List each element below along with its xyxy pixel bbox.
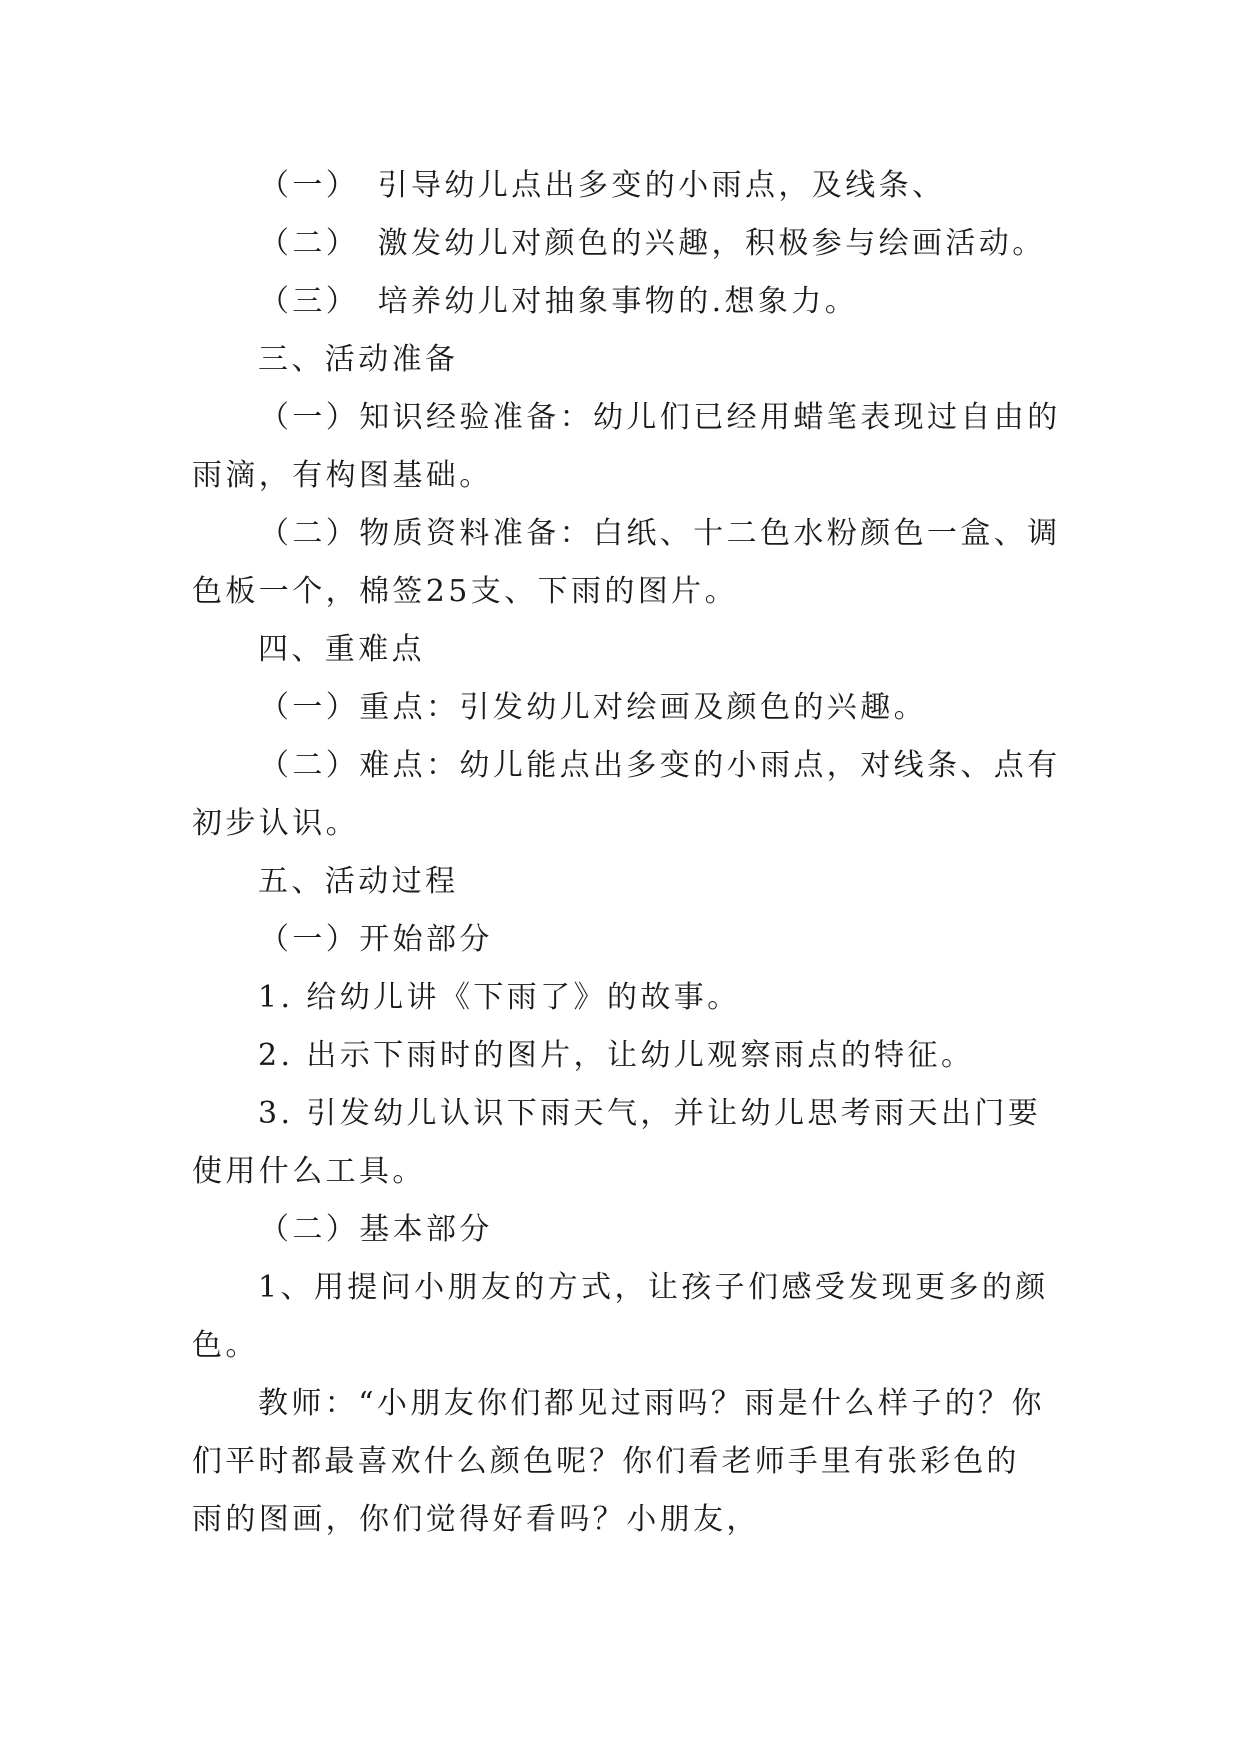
objective-line-3: （三） 培养幼儿对抽象事物的.想象力。 [259, 284, 859, 319]
list-item: 2. 出示下雨时的图片，让幼儿观察雨点的特征。 [258, 1038, 975, 1073]
paragraph-line: 们平时都最喜欢什么颜色呢？你们看老师手里有张彩色的 [192, 1444, 1020, 1479]
objective-line-1: （一） 引导幼儿点出多变的小雨点，及线条、 [259, 168, 946, 203]
list-item: 1、用提问小朋友的方式，让孩子们感受发现更多的颜 [258, 1270, 1049, 1305]
objective-line-2: （二） 激发幼儿对颜色的兴趣，积极参与绘画活动。 [259, 226, 1046, 261]
section-heading-key-points: 四、重难点 [258, 632, 425, 667]
paragraph-line: （一）重点：引发幼儿对绘画及颜色的兴趣。 [259, 690, 927, 725]
subsection-heading-start: （一）开始部分 [259, 922, 493, 957]
paragraph-line: 教师：“小朋友你们都见过雨吗？雨是什么样子的？你 [258, 1386, 1045, 1421]
paragraph-line: 雨滴，有构图基础。 [192, 458, 493, 493]
paragraph-line: 使用什么工具。 [192, 1154, 426, 1189]
paragraph-line: 色。 [192, 1328, 259, 1363]
subsection-heading-basic: （二）基本部分 [259, 1212, 493, 1247]
paragraph-line: 色板一个，棉签25支、下雨的图片。 [192, 574, 738, 609]
paragraph-line: 初步认识。 [192, 806, 359, 841]
paragraph-line: （二）物质资料准备：白纸、十二色水粉颜色一盒、调 [259, 516, 1061, 551]
section-heading-preparation: 三、活动准备 [258, 342, 459, 377]
paragraph-line: （一）知识经验准备：幼儿们已经用蜡笔表现过自由的 [259, 400, 1061, 435]
paragraph-line: （二）难点：幼儿能点出多变的小雨点，对线条、点有 [259, 748, 1061, 783]
list-item: 1. 给幼儿讲《下雨了》的故事。 [258, 980, 741, 1015]
section-heading-process: 五、活动过程 [258, 864, 459, 899]
paragraph-line: 雨的图画，你们觉得好看吗？小朋友， [192, 1502, 760, 1537]
list-item: 3. 引发幼儿认识下雨天气，并让幼儿思考雨天出门要 [258, 1096, 1042, 1131]
